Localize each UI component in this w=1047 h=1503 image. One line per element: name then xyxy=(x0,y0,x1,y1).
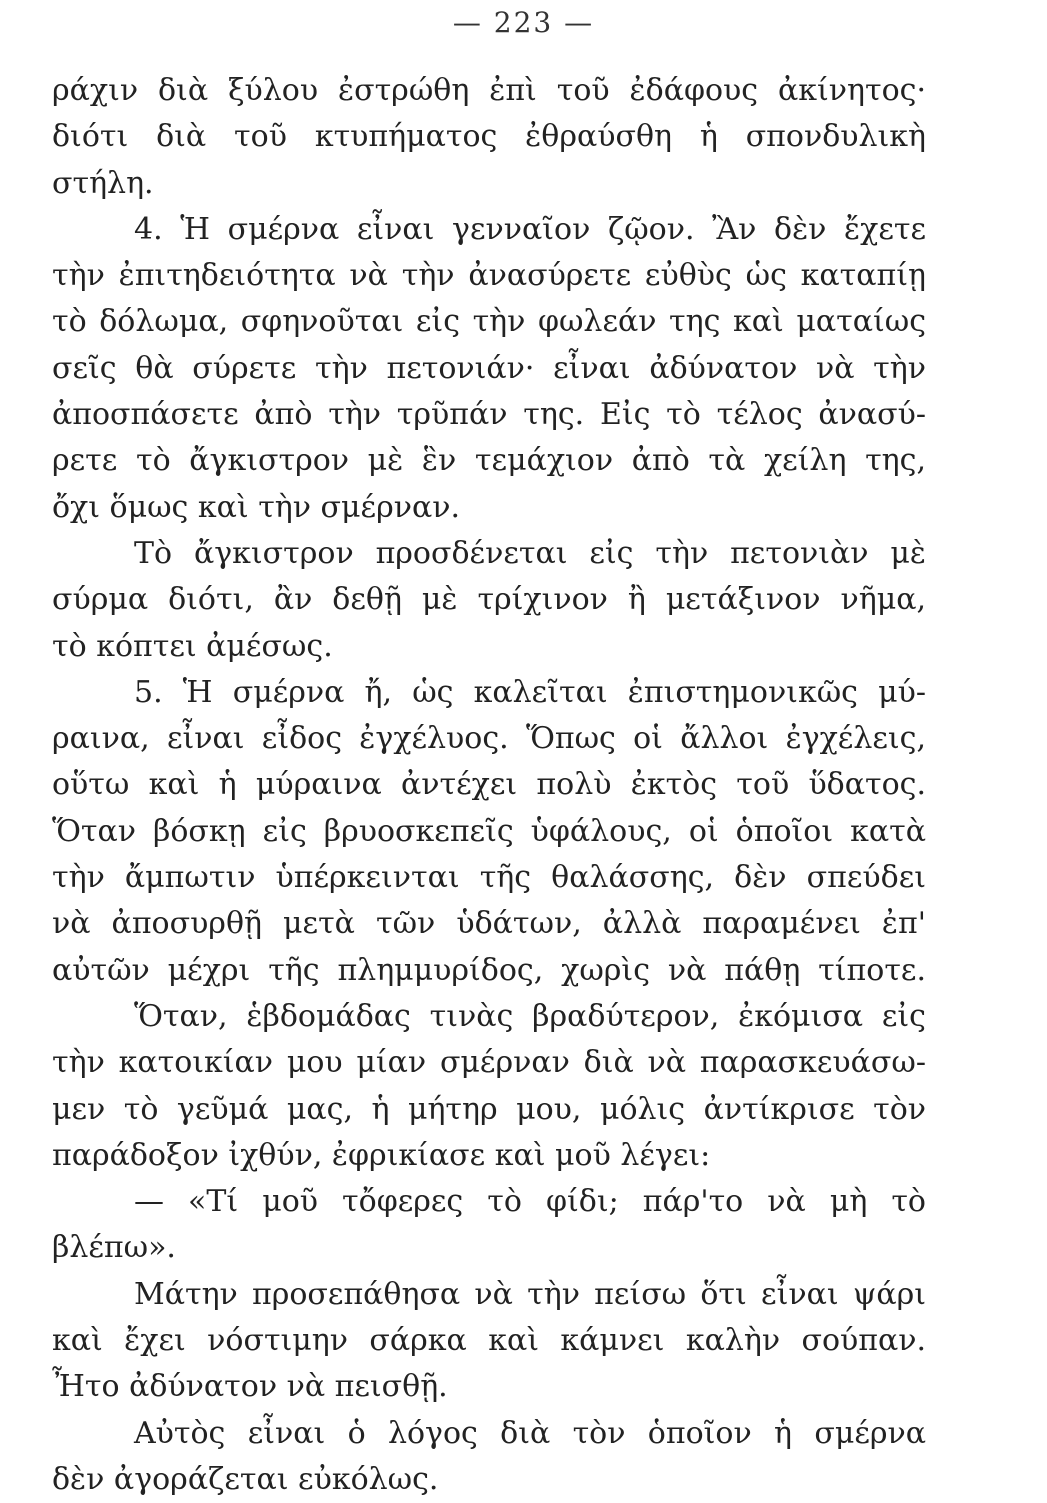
text-line: ἀποσπάσετε ἀπὸ τὴν τρῦπάν της. Εἰς τὸ τέλος ἀνασύ- xyxy=(52,397,926,433)
text-line: τὸ δόλωμα, σφηνοῦται εἰς τὴν φωλεάν της καὶ ματαίως xyxy=(52,304,926,340)
text-line: διότι διὰ τοῦ κτυπήματος ἐθραύσθη ἡ σπονδυλικὴ xyxy=(52,119,926,155)
text-line: στήλη. xyxy=(52,165,154,201)
text-line: τὸ κόπτει ἀμέσως. xyxy=(52,628,333,664)
text-line: 5. Ἡ σμέρνα ἤ, ὡς καλεῖται ἐπιστημονικῶς μύ- xyxy=(134,674,926,710)
text-line: αὐτῶν μέχρι τῆς πλημμυρίδος, χωρὶς νὰ πάθῃ τίποτε. xyxy=(52,952,926,988)
text-line: καὶ ἔχει νόστιμην σάρκα καὶ κάμνει καλὴν σούπαν. xyxy=(52,1323,926,1359)
body-text xyxy=(52,68,926,1503)
text-line: μεν τὸ γεῦμά μας, ἡ μήτηρ μου, μόλις ἀντίκρισε τὸν xyxy=(52,1091,926,1127)
text-line: ραινα, εἶναι εἶδος ἐγχέλυος. Ὅπως οἱ ἄλλοι ἐγχέλεις, xyxy=(52,721,926,757)
text-line: 4. Ἡ σμέρνα εἶναι γενναῖον ζῷον. Ἂν δὲν ἔχετε xyxy=(134,211,926,247)
text-line: ὄχι ὅμως καὶ τὴν σμέρναν. xyxy=(52,489,460,525)
text-line: — «Τί μοῦ τὄφερες τὸ φίδι; πάρ'το νὰ μὴ τὸ xyxy=(134,1184,926,1220)
text-line: σεῖς θὰ σύρετε τὴν πετονιάν· εἶναι ἀδύνατον νὰ τὴν xyxy=(52,350,926,386)
text-line: δὲν ἀγοράζεται εὐκόλως. xyxy=(52,1461,439,1497)
text-line: Μάτην προσεπάθησα νὰ τὴν πείσω ὅτι εἶναι ψάρι xyxy=(134,1276,926,1312)
text-line: βλέπω». xyxy=(52,1230,176,1266)
text-line: ράχιν διὰ ξύλου ἐστρώθη ἐπὶ τοῦ ἐδάφους ἀκίνητος· xyxy=(52,73,926,108)
text-line: Αὐτὸς εἶναι ὁ λόγος διὰ τὸν ὁποῖον ἡ σμέρνα xyxy=(134,1415,926,1451)
text-line: τὴν ἐπιτηδειότητα νὰ τὴν ἀνασύρετε εὐθὺς ὡς καταπίῃ xyxy=(52,258,926,294)
text-line: νὰ ἀποσυρθῇ μετὰ τῶν ὑδάτων, ἀλλὰ παραμένει ἐπ' xyxy=(52,906,926,942)
text-line: ρετε τὸ ἄγκιστρον μὲ ἓν τεμάχιον ἀπὸ τὰ χείλη της, xyxy=(52,443,926,479)
page-number: — 223 — xyxy=(452,6,595,39)
text-line: οὕτω καὶ ἡ μύραινα ἀντέχει πολὺ ἐκτὸς τοῦ ὕδατος. xyxy=(52,767,926,803)
text-line: Ὅταν, ἑβδομάδας τινὰς βραδύτερον, ἐκόμισα εἰς xyxy=(134,998,926,1034)
text-line: Ὅταν βόσκῃ εἰς βρυοσκεπεῖς ὑφάλους, οἱ ὁποῖοι κατὰ xyxy=(52,813,926,849)
text-line: τὴν ἄμπωτιν ὑπέρκεινται τῆς θαλάσσης, δὲν σπεύδει xyxy=(52,860,926,896)
text-line: τὴν κατοικίαν μου μίαν σμέρναν διὰ νὰ παρασκευάσω- xyxy=(52,1045,926,1081)
text-line: σύρμα διότι, ἂν δεθῇ μὲ τρίχινον ἢ μετάξινον νῆμα, xyxy=(52,582,926,618)
text-line: παράδοξον ἰχθύν, ἐφρικίασε καὶ μοῦ λέγει: xyxy=(52,1137,711,1173)
text-line: Τὸ ἄγκιστρον προσδένεται εἰς τὴν πετονιὰν μὲ xyxy=(134,535,926,571)
text-line: Ἦτο ἀδύνατον νὰ πεισθῇ. xyxy=(52,1369,448,1405)
